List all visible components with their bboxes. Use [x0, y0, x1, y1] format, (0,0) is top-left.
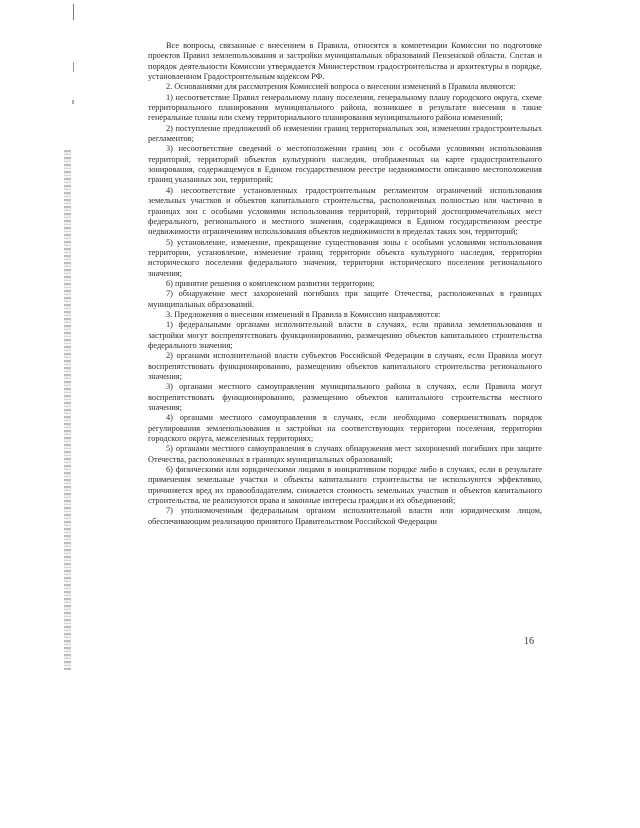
paragraph: 3) несоответствие сведений о местоположении границ зон с особыми условиями использования территорий, территорий объектов культурного наследия, отображенных на карте градостроительного зонирования, содержащемуся в Едином государственном реестре недвижимости описанию местоположения границ указанных зон, территорий;: [148, 144, 542, 185]
scan-artifact-mark: [72, 100, 74, 104]
paragraph: 2. Основаниями для рассмотрения Комиссией вопроса о внесении изменений в Правила являются:: [166, 82, 516, 92]
scan-artifact-mark: [73, 4, 74, 20]
paragraph: 3) органами местного самоуправления муниципального района в случаях, если Правила могут воспрепятствовать функционированию, размещению объектов капитального строительства местного значения;: [148, 382, 542, 413]
paragraph: Все вопросы, связанные с внесением в Правила, относятся к компетенции Комиссии по подготовке проектов Правил землепользования и застройки муниципальных образований Пензенской области. Состав и порядок деятельности Комиссии утверждается Министерством градостроительства и архитектуры в порядке, установленном Градостроительным кодексом РФ.: [148, 41, 542, 82]
scan-binding-edge: [64, 150, 71, 670]
paragraph: 5) органами местного самоуправления в случаях обнаружения мест захоронений погибших при защите Отечества, расположенных в границах муниципальных образований;: [148, 444, 542, 464]
paragraph: 4) несоответствие установленных градостроительным регламентом ограничений использования земельных участков и объектов капитального строительства, расположенных полностью или частично в границах зон с особыми условиями использования территорий, территорий достопримечательных мест федерального, регионального и местного значения, содержащимся в Едином государственном реестре недвижимости ограничениям использования объектов недвижимости в пределах таких зон, территорий;: [148, 185, 542, 237]
page-number: 16: [524, 636, 534, 647]
paragraph: 6) принятие решения о комплексном развитии территории;: [166, 278, 375, 288]
paragraph: 7) уполномоченным федеральным органом исполнительной власти или юридическим лицом, обеспечивающим реализацию принятого Правительством Российской Федерации: [148, 506, 542, 526]
paragraph: 7) обнаружение мест захоронений погибших при защите Отечества, расположенных в границах муниципальных образований.: [148, 289, 542, 309]
paragraph: 3. Предложения о внесении изменений в Правила в Комиссию направляются:: [166, 309, 441, 319]
paragraph: 2) органами исполнительной власти субъектов Российской Федерации в случаях, если Правила могут воспрепятствовать функционированию, размещению объектов капитального строительства регионального значения;: [148, 351, 542, 381]
paragraph: 1) несоответствие Правил генеральному плану поселения, генеральному плану городского округа, схеме территориального планирования муниципального района, возникшее в результате внесения в такие генеральные планы или схему территориального планирования муниципального района изменений;: [148, 92, 542, 123]
paragraph: 5) установление, изменение, прекращение существования зоны с особыми условиями использования территории, установление, изменение границ территории объекта культурного наследия, территории исторического поселения федерального значения, территории исторического поселения регионального значения;: [148, 237, 542, 278]
paragraph: 4) органами местного самоуправления в случаях, если необходимо совершенствовать порядок регулирования землепользования и застройки на соответствующих территории поселения, территории городского округа, межселенных территориях;: [148, 413, 542, 444]
document-body: [148, 41, 542, 527]
paragraph: 2) поступление предложений об изменении границ территориальных зон, изменении градостроительных регламентов;: [148, 123, 542, 144]
scan-artifact-mark: [73, 62, 74, 72]
paragraph: 1) федеральными органами исполнительной власти в случаях, если правила землепользования и застройки могут воспрепятствовать функционированию, размещению объектов капитального строительства федерального значения;: [148, 320, 542, 350]
paragraph: 6) физическими или юридическими лицами в инициативном порядке либо в случаях, если в результате применения земельные участки и объекты капитального строительства не используются эффективно, причиняется вред их правообладателям, снижается стоимость земельных участков и объектов капитального строительства, не реализуются права и законные интересы граждан и их объединений;: [148, 465, 542, 506]
